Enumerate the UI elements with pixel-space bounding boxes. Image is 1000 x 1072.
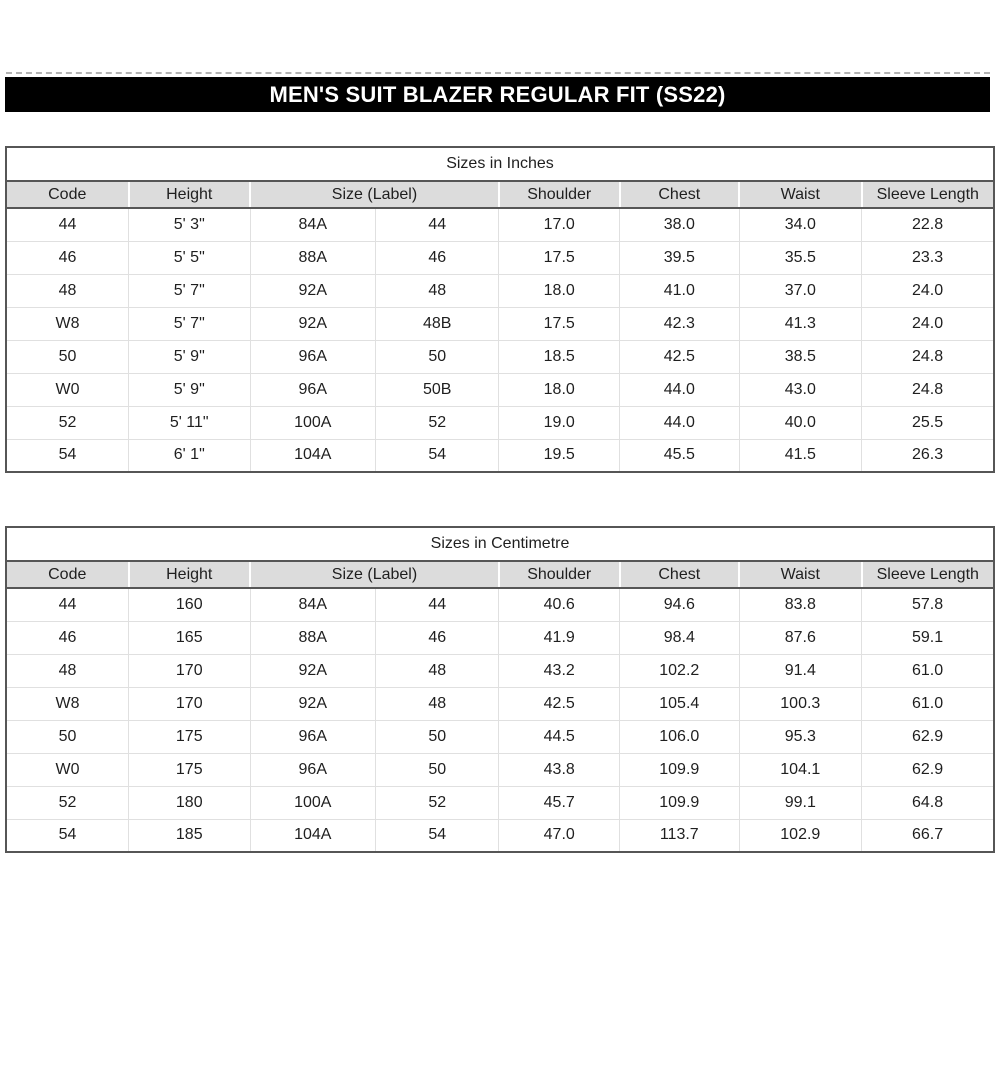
- table-cell: 5' 11": [129, 406, 251, 439]
- table-cell: 52: [6, 786, 129, 819]
- table-row: [6, 373, 994, 406]
- column-header-height: Height: [129, 181, 251, 208]
- table-cell: 39.5: [620, 241, 740, 274]
- table-cell: 44.5: [499, 720, 620, 753]
- table-cell: 113.7: [620, 819, 740, 852]
- size-table: [5, 146, 995, 473]
- table-cell: 48: [375, 687, 498, 720]
- table-cell: 45.7: [499, 786, 620, 819]
- column-header-chest: Chest: [620, 561, 740, 588]
- table-row: [6, 621, 994, 654]
- table-cell: 83.8: [739, 588, 862, 621]
- table-cell: 61.0: [862, 654, 994, 687]
- table-cell: 48: [6, 654, 129, 687]
- table-cell: 5' 7": [129, 274, 251, 307]
- table-cell: 109.9: [620, 786, 740, 819]
- table-cell: 62.9: [862, 753, 994, 786]
- table-cell: 59.1: [862, 621, 994, 654]
- table-row: [6, 439, 994, 472]
- table-cell: 44: [375, 588, 498, 621]
- column-header-waist: Waist: [739, 181, 862, 208]
- table-cell: W8: [6, 687, 129, 720]
- table-cell: 24.8: [862, 340, 994, 373]
- table-cell: 100A: [250, 786, 375, 819]
- table-cell: 46: [375, 241, 498, 274]
- table-cell: 98.4: [620, 621, 740, 654]
- table-cell: 47.0: [499, 819, 620, 852]
- table-cell: 94.6: [620, 588, 740, 621]
- table-cell: 96A: [250, 753, 375, 786]
- table-cell: 5' 9": [129, 373, 251, 406]
- inches-size-table-section: [5, 146, 995, 473]
- table-cell: 48: [375, 274, 498, 307]
- table-cell: 17.5: [499, 241, 620, 274]
- table-cell: 165: [129, 621, 251, 654]
- table-cell: 96A: [250, 373, 375, 406]
- table-cell: 42.5: [620, 340, 740, 373]
- table-cell: 96A: [250, 340, 375, 373]
- table-cell: 44: [6, 588, 129, 621]
- table-cell: 84A: [250, 588, 375, 621]
- table-cell: 18.0: [499, 274, 620, 307]
- table-row: [6, 307, 994, 340]
- table-cell: 17.0: [499, 208, 620, 241]
- table-cell: 104A: [250, 819, 375, 852]
- table-cell: 160: [129, 588, 251, 621]
- table-cell: 96A: [250, 720, 375, 753]
- table-cell: 46: [375, 621, 498, 654]
- table-cell: 52: [375, 786, 498, 819]
- table-cell: 44: [6, 208, 129, 241]
- table-cell: 38.0: [620, 208, 740, 241]
- table-cell: 170: [129, 687, 251, 720]
- table-row: [6, 588, 994, 621]
- table-cell: 102.2: [620, 654, 740, 687]
- table-cell: 5' 9": [129, 340, 251, 373]
- table-row: [6, 654, 994, 687]
- table-cell: 92A: [250, 654, 375, 687]
- table-cell: 5' 7": [129, 307, 251, 340]
- centimetre-size-table-section: [5, 526, 995, 853]
- table-cell: 54: [6, 819, 129, 852]
- table-cell: 25.5: [862, 406, 994, 439]
- table-cell: 54: [375, 439, 498, 472]
- table-row: [6, 753, 994, 786]
- table-cell: 48B: [375, 307, 498, 340]
- table-cell: 43.8: [499, 753, 620, 786]
- table-cell: 41.5: [739, 439, 862, 472]
- size-table: [5, 526, 995, 853]
- table-cell: 37.0: [739, 274, 862, 307]
- table-cell: 84A: [250, 208, 375, 241]
- column-header-shoulder: Shoulder: [499, 561, 620, 588]
- table-cell: 35.5: [739, 241, 862, 274]
- column-header-waist: Waist: [739, 561, 862, 588]
- table-cell: 46: [6, 621, 129, 654]
- table-cell: 50: [375, 753, 498, 786]
- table-cell: 46: [6, 241, 129, 274]
- column-header-chest: Chest: [620, 181, 740, 208]
- table-cell: 24.8: [862, 373, 994, 406]
- table-cell: 175: [129, 753, 251, 786]
- table-cell: 6' 1": [129, 439, 251, 472]
- table-title: Sizes in Inches: [6, 147, 994, 181]
- table-cell: 50: [375, 720, 498, 753]
- page: [0, 72, 1000, 853]
- table-cell: 43.0: [739, 373, 862, 406]
- table-row: [6, 241, 994, 274]
- column-header-code: Code: [6, 561, 129, 588]
- table-cell: 34.0: [739, 208, 862, 241]
- table-cell: 45.5: [620, 439, 740, 472]
- table-cell: 50: [6, 720, 129, 753]
- table-title: Sizes in Centimetre: [6, 527, 994, 561]
- table-cell: W0: [6, 753, 129, 786]
- table-cell: 19.5: [499, 439, 620, 472]
- table-row: [6, 786, 994, 819]
- table-cell: 175: [129, 720, 251, 753]
- table-cell: 95.3: [739, 720, 862, 753]
- table-cell: 52: [6, 406, 129, 439]
- table-cell: 41.9: [499, 621, 620, 654]
- table-row: [6, 720, 994, 753]
- table-cell: 44.0: [620, 373, 740, 406]
- column-header-shoulder: Shoulder: [499, 181, 620, 208]
- table-row: [6, 819, 994, 852]
- table-row: [6, 406, 994, 439]
- table-cell: 54: [6, 439, 129, 472]
- table-cell: 92A: [250, 687, 375, 720]
- table-cell: 42.5: [499, 687, 620, 720]
- table-cell: 41.0: [620, 274, 740, 307]
- column-header-height: Height: [129, 561, 251, 588]
- table-cell: 18.5: [499, 340, 620, 373]
- table-cell: 24.0: [862, 274, 994, 307]
- table-cell: 91.4: [739, 654, 862, 687]
- column-header-code: Code: [6, 181, 129, 208]
- column-header-size-label: Size (Label): [250, 561, 499, 588]
- table-cell: 64.8: [862, 786, 994, 819]
- table-cell: 102.9: [739, 819, 862, 852]
- table-cell: 19.0: [499, 406, 620, 439]
- table-cell: 43.2: [499, 654, 620, 687]
- table-cell: 24.0: [862, 307, 994, 340]
- table-cell: 109.9: [620, 753, 740, 786]
- gridline-remnant: [6, 72, 990, 74]
- page-title-banner: [5, 77, 990, 112]
- table-cell: 88A: [250, 621, 375, 654]
- table-row: [6, 687, 994, 720]
- table-cell: 61.0: [862, 687, 994, 720]
- table-cell: 99.1: [739, 786, 862, 819]
- table-cell: W0: [6, 373, 129, 406]
- table-cell: 104.1: [739, 753, 862, 786]
- table-cell: 40.6: [499, 588, 620, 621]
- page-title: MEN'S SUIT BLAZER REGULAR FIT (SS22): [269, 81, 726, 107]
- table-cell: 50: [375, 340, 498, 373]
- table-cell: 48: [375, 654, 498, 687]
- table-cell: 48: [6, 274, 129, 307]
- table-cell: 42.3: [620, 307, 740, 340]
- table-cell: 22.8: [862, 208, 994, 241]
- table-cell: 50: [6, 340, 129, 373]
- table-cell: W8: [6, 307, 129, 340]
- table-cell: 87.6: [739, 621, 862, 654]
- table-cell: 52: [375, 406, 498, 439]
- table-cell: 18.0: [499, 373, 620, 406]
- table-cell: 40.0: [739, 406, 862, 439]
- table-cell: 92A: [250, 307, 375, 340]
- table-cell: 23.3: [862, 241, 994, 274]
- table-cell: 44: [375, 208, 498, 241]
- table-cell: 50B: [375, 373, 498, 406]
- table-cell: 62.9: [862, 720, 994, 753]
- table-cell: 170: [129, 654, 251, 687]
- table-cell: 57.8: [862, 588, 994, 621]
- table-cell: 104A: [250, 439, 375, 472]
- table-cell: 5' 5": [129, 241, 251, 274]
- table-cell: 41.3: [739, 307, 862, 340]
- table-cell: 185: [129, 819, 251, 852]
- table-cell: 92A: [250, 274, 375, 307]
- table-cell: 100.3: [739, 687, 862, 720]
- table-row: [6, 340, 994, 373]
- column-header-size-label: Size (Label): [250, 181, 499, 208]
- table-cell: 54: [375, 819, 498, 852]
- table-cell: 100A: [250, 406, 375, 439]
- table-cell: 66.7: [862, 819, 994, 852]
- table-row: [6, 274, 994, 307]
- table-cell: 17.5: [499, 307, 620, 340]
- table-cell: 106.0: [620, 720, 740, 753]
- column-header-sleeve-length: Sleeve Length: [862, 181, 994, 208]
- table-cell: 44.0: [620, 406, 740, 439]
- table-cell: 180: [129, 786, 251, 819]
- table-cell: 5' 3": [129, 208, 251, 241]
- table-cell: 105.4: [620, 687, 740, 720]
- table-cell: 38.5: [739, 340, 862, 373]
- table-row: [6, 208, 994, 241]
- column-header-sleeve-length: Sleeve Length: [862, 561, 994, 588]
- table-cell: 88A: [250, 241, 375, 274]
- table-cell: 26.3: [862, 439, 994, 472]
